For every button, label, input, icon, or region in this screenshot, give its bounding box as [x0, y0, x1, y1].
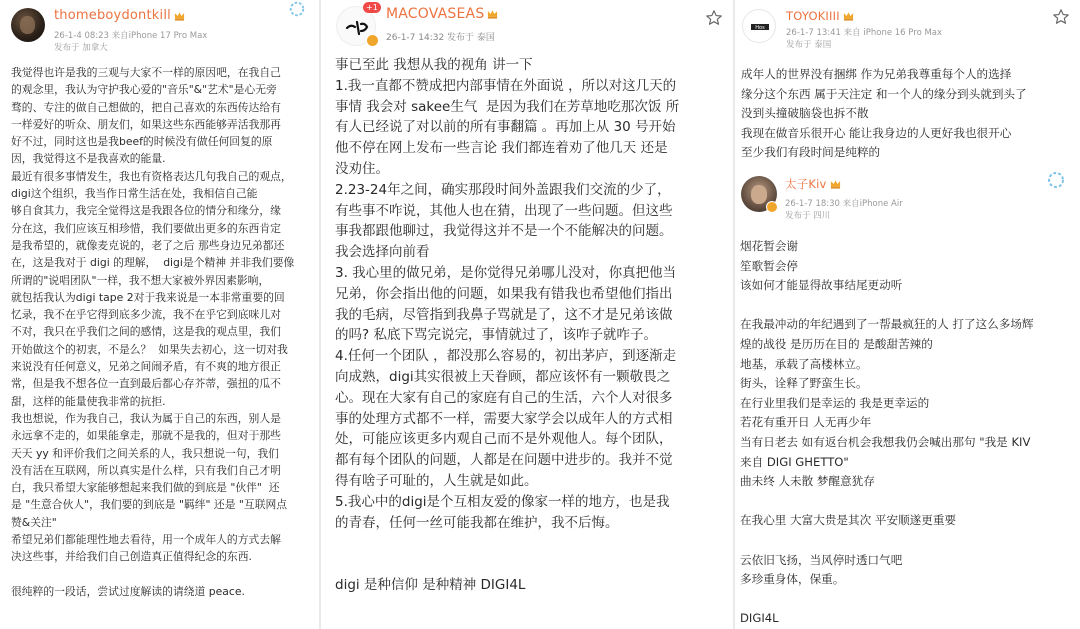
post-text-line: 1.我一直都不赞成把内部事情在外面说 ，所以对这几天的: [335, 77, 677, 94]
post-text-line: 没有活在互联网，所以真实是什么样，只有我们自己才明: [11, 463, 281, 477]
post-text-line: 甜，这样的能量使我非常的抗拒.: [11, 394, 166, 408]
decoration-icon: [1046, 170, 1066, 190]
post-text-line: 所谓的"说唱团队"一样，我不想大家被外界因素影响，: [11, 273, 270, 287]
post-card: [736, 0, 1080, 629]
post-text-line: 有些事不咋说，其他人也在猜，出现了一些问题。但这些: [335, 202, 673, 219]
post-text-line: 就包括我认为digi tape 2对于我来说是一本非常重要的回: [11, 290, 285, 304]
username[interactable]: thomeboydontkill: [54, 8, 171, 23]
post-text-line: 3. 我心里的做兄弟，是你觉得兄弟哪儿没对，你真把他当: [335, 264, 677, 281]
post-text-line: 心。现在大家有自己的家庭有自己的生活，六个人对很多: [335, 389, 673, 406]
post-text-line: 决这些事，并给我们自己创造真正值得纪念的东西.: [11, 550, 252, 564]
crown-icon: [843, 11, 854, 21]
post-text-line: [335, 533, 679, 554]
post-text-line: 向成熟，digi其实很被上天眷顾，都应该怀有一颗敬畏之: [335, 368, 671, 385]
post-text-line: 事我都跟他聊过，我觉得这并不是一个不能解决的问题。: [335, 223, 673, 240]
post-text-line: 2.23-24年之间，确实那段时间外盖跟我们交流的少了，: [335, 181, 671, 198]
post-text-line: 在我最冲动的年纪遇到了一帮最疯狂的人 打了这么多场辉: [740, 317, 1034, 332]
post-text-line: 因，我觉得这不是我喜欢的能量.: [11, 152, 166, 166]
post-time: 26-1-7 13:41 来自 iPhone 16 Pro Max: [786, 28, 943, 38]
post-text-line: 当有日老去 如有返台机会我想我仍会喊出那句 "我是 KIV: [740, 434, 1031, 449]
post-text-line: 的观念里，我认为守护我心爱的"音乐"&"艺术"是心无旁: [11, 83, 277, 97]
post-text-line: 事已至此 我想从我的视角 讲一下: [335, 57, 533, 73]
column-divider: [319, 0, 321, 629]
post-text-line: 我会选择向前看: [335, 244, 430, 261]
post-text-line: 若花有重开日 人无再少年: [740, 415, 872, 430]
post-text-line: 曲未终 人未散 梦醒意犹存: [740, 474, 875, 489]
post-text-line: [740, 492, 1034, 512]
post-text-line: 煌的战役 是历历在目的 是酸甜苦辣的: [740, 336, 933, 351]
post-text-line: 不对，我只在乎我们之间的感情，这是我的观点里，我们: [11, 325, 281, 339]
post-body: [11, 64, 294, 600]
post-text-line: 的吗? 私底下骂完说完，事情就过了，该咋子就咋子。: [335, 327, 657, 344]
avatar[interactable]: [11, 8, 45, 42]
post-text-line: 兄弟，你会指出他的问题，如果我有错我也希望他们指出: [335, 285, 673, 302]
verified-badge-icon: [766, 201, 778, 213]
post-text-line: 是 "生意合伙人"，我们要的到底是 "羁绊" 还是 "互联网点: [11, 498, 288, 512]
post-time: 26-1-7 18:30 来自iPhone Air: [785, 199, 903, 209]
post-text-line: 烟花暂会谢: [740, 239, 798, 253]
post-text-line: 分在这，我们应该互相珍惜，我们要做出更多的东西肯定: [11, 221, 281, 235]
post-time: 26-1-7 14:32 发布于 泰国: [386, 33, 495, 43]
post-text-line: 我觉得也许是我的三观与大家不一样的原因吧，在我自己: [11, 66, 281, 79]
post-text-line: 一样爱好的听众、朋友们，如果这些东西能够弄活我那再: [11, 117, 281, 131]
post-text-line: 在行业里我们是幸运的 我是更幸运的: [740, 395, 930, 410]
post-text-line: 成年人的世界没有捆绑 作为兄弟我尊重每个人的选择: [741, 67, 1012, 81]
crown-icon: [174, 11, 185, 21]
verified-badge-icon: [366, 34, 379, 47]
post-text-line: 街头，诠释了野蛮生长。: [740, 376, 868, 391]
post-text-line: [740, 531, 1034, 551]
post-text-line: 开始做这个的初衷，不是么？ 如果失去初心，这一切对我: [11, 342, 288, 356]
star-outline-icon[interactable]: [705, 9, 723, 27]
post-text-line: 有人已经说了对以前的所有事翻篇 。再加上从 30 号开始: [335, 119, 676, 136]
post-text-line: 至少我们有段时间是纯粹的: [741, 145, 881, 160]
post-body: [741, 65, 1027, 163]
post-text-line: 我也想说，作为我自己，我认为属于自己的东西，别人是: [11, 411, 281, 425]
post-text-line: 都有每个团队的问题，人都是在问题中进步的。我并不觉: [335, 452, 673, 469]
svg-text:Hos: Hos: [755, 25, 765, 31]
post-text-line: 白，我只希望大家能够想起来我们做的到底是 "伙伴" 还: [11, 481, 280, 495]
post-location: 发布于 四川: [785, 211, 831, 221]
post-text-line: 常，但是我不想各位一直到最后都心存芥蒂，强扭的瓜不: [11, 377, 281, 391]
post-body: [335, 55, 679, 596]
post-text-line: 很纯粹的一段话，尝试过度解读的请绕道 peace.: [11, 584, 245, 598]
post-text-line: 他不停在网上发布一些言论 我们都连着劝了他几天 还是: [335, 140, 668, 157]
post-time: 26-1-4 08:23 来自iPhone 17 Pro Max: [54, 31, 208, 41]
username[interactable]: TOYOKIIII: [786, 9, 840, 23]
logo-icon: [743, 10, 776, 43]
post-text-line: [740, 296, 1034, 316]
post-text-line: [11, 566, 294, 583]
notification-badge: +1: [363, 2, 381, 13]
post-text-line: 来自 DIGI GHETTO": [740, 454, 849, 469]
post-text-line: 云依旧飞扬，当风停时透口气吧: [740, 552, 903, 567]
post-text-line: 我的毛病，尽管指到我鼻子骂就是了，这不才是兄弟该做: [335, 306, 673, 323]
post-text-line: 没到头撞破脑袋也拆不散: [741, 106, 869, 121]
username[interactable]: MACOVASEAS: [386, 6, 485, 22]
post-text-line: 事的处理方式都不一样，需要大家学会以成年人的方式相: [335, 410, 673, 427]
post-text-line: [740, 590, 1034, 610]
post-location: 发布于 加拿大: [54, 43, 108, 53]
post-text-line: 在我心里 大富大贵是其次 平安顺遂更重要: [740, 513, 957, 528]
post-text-line: 够自食其力，我完全觉得这是我跟各位的情分和缘分，缘: [11, 204, 281, 218]
post-text-line: 赞&关注": [11, 515, 57, 529]
post-text-line: 希望兄弟们都能理性地去看待，用一个成年人的方式去解: [11, 533, 281, 547]
post-text-line: 5.我心中的digi是个互相友爱的像家一样的地方，也是我: [335, 493, 670, 510]
crown-icon: [487, 9, 498, 19]
post-text-line: 的青春，任何一丝可能我都在维护，我不后悔。: [335, 514, 619, 531]
post-body: [740, 237, 1034, 629]
avatar[interactable]: [742, 9, 776, 43]
post-header: [11, 8, 207, 54]
post-text-line: 没劝住。: [335, 160, 389, 177]
post-text-line: 骛的、专注的做自己想做的，把自己喜欢的东西传达给有: [11, 100, 281, 114]
post-text-line: digi 是种信仰 是种精神 DIGI4L: [335, 576, 526, 593]
post-text-line: 该如何才能显得故事结尾更动听: [740, 278, 903, 293]
column-divider: [733, 0, 735, 629]
post-text-line: 地基，承载了高楼林立。: [740, 356, 868, 371]
post-text-line: 来说没有任何意义，兄弟之间闹矛盾，有不爽的地方很正: [11, 360, 281, 374]
post-card: [322, 0, 732, 629]
post-text-line: 处，可能应该更多内观自己而不是外观他人。每个团队，: [335, 431, 673, 448]
post-text-line: 天天 yy 和评价我们之间关系的人，我只想说一句，我们: [11, 446, 279, 460]
post-text-line: digi这个组织，我当作日常生活在处，我相信自己能: [11, 187, 258, 201]
crown-icon: [830, 179, 841, 189]
decoration-icon: [288, 0, 306, 18]
username[interactable]: 太子Kiv: [785, 177, 827, 191]
post-text-line: 4.任何一个团队 ，都没那么容易的，初出茅庐，到逐渐走: [335, 348, 677, 365]
post-text-line: 得有啥子可耻的，人生就是如此。: [335, 472, 538, 489]
star-outline-icon[interactable]: [1052, 8, 1070, 26]
post-text-line: 最近有很多事情发生，我也有资格表达几句我自己的观点，: [11, 169, 292, 183]
post-text-line: 多珍重身体，保重。: [740, 572, 845, 587]
post-text-line: 事情 我会对 sakee生气 是因为我们在芳草地吃那次饭 所: [335, 98, 680, 115]
post-text-line: 在，这是我对于 digi 的理解， digi是个精神 并非我们要像: [11, 256, 295, 270]
post-text-line: [335, 554, 679, 575]
post-text-line: 缘分这个东西 属于天注定 和一个人的缘分到头就到头了: [741, 86, 1027, 101]
post-text-line: 永远拿不走的，如果能拿走，那就不是我的，但对于那些: [11, 429, 281, 443]
post-header: [741, 176, 903, 222]
post-card: [0, 0, 318, 629]
post-text-line: 笙歌暂会停: [740, 258, 798, 273]
post-text-line: 我现在做音乐很开心 能让我身边的人更好我也很开心: [741, 125, 1012, 140]
post-header: [742, 9, 942, 51]
post-text-line: 忆录，我不在乎它得到底多少流，我不在乎它到底咪儿对: [11, 308, 281, 322]
post-text-line: 好不过，同时这也是我beef的时候没有做任何回复的原: [11, 135, 273, 149]
post-text-line: DIGI4L: [740, 611, 779, 626]
post-header: [336, 6, 498, 46]
post-location: 发布于 泰国: [786, 40, 832, 50]
post-text-line: 是我希望的，就像麦克说的，老了之后 那些身边兄弟都还: [11, 238, 285, 252]
